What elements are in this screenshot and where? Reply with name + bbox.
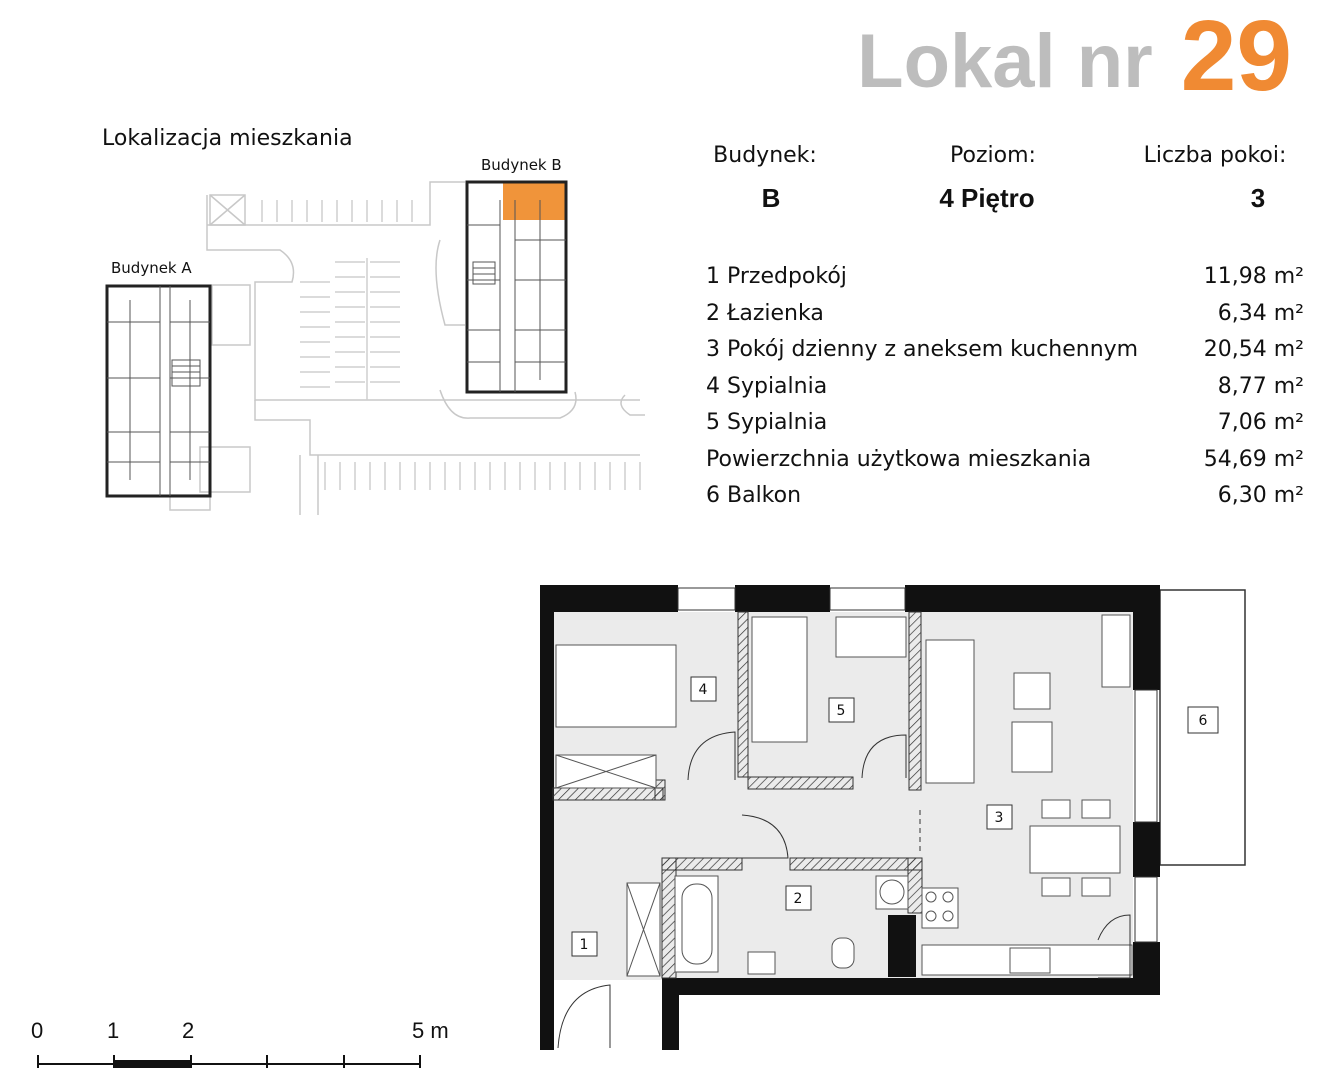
plan-label-6: 6 [1198,713,1208,729]
scale-tick-5m: 5 m [412,1018,449,1043]
unit-number: 29 [1180,0,1292,112]
room-row: 6 Balkon 6,30 m² [706,483,1304,508]
building-a-label: Budynek A [111,259,192,277]
plan-label-1: 1 [579,937,589,953]
building-a-outline [107,286,210,496]
room-row: 4 Sypialnia 8,77 m² [706,373,1304,399]
room-list [706,262,1304,518]
plan-label-2: 2 [793,891,803,907]
scale-tick-1: 1 [107,1018,120,1043]
room-row: 1 Przedpokój 11,98 m² [706,264,1304,289]
building-label: Budynek: [713,143,817,168]
title-label: Lokal nr [857,19,1153,104]
level-label: Poziom: [950,143,1036,168]
total-area-row: Powierzchnia użytkowa mieszkania 54,69 m² [706,446,1304,472]
scale-tick-0: 0 [31,1018,44,1043]
building-b-outline [467,182,566,392]
plan-label-4: 4 [698,682,708,698]
floor-plan [535,578,1260,1053]
plan-label-3: 3 [994,810,1004,826]
room-row: 2 Łazienka 6,34 m² [706,300,1304,326]
building-b-label: Budynek B [481,156,562,174]
room-row: 5 Sypialnia 7,06 m² [706,410,1304,435]
rooms-count-label: Liczba pokoi: [1143,143,1287,168]
rooms-count-value: 3 [1250,183,1266,213]
plan-label-5: 5 [836,703,846,719]
location-heading: Lokalizacja mieszkania [102,126,353,151]
site-plan [95,155,655,525]
room-row: 3 Pokój dzienny z aneksem kuchennym 20,54 m² [706,337,1304,362]
page-title [857,0,1292,112]
scale-tick-2: 2 [182,1018,195,1043]
scale-bar [25,1012,470,1072]
building-value: B [761,183,781,213]
level-value: 4 Piętro [939,183,1035,213]
